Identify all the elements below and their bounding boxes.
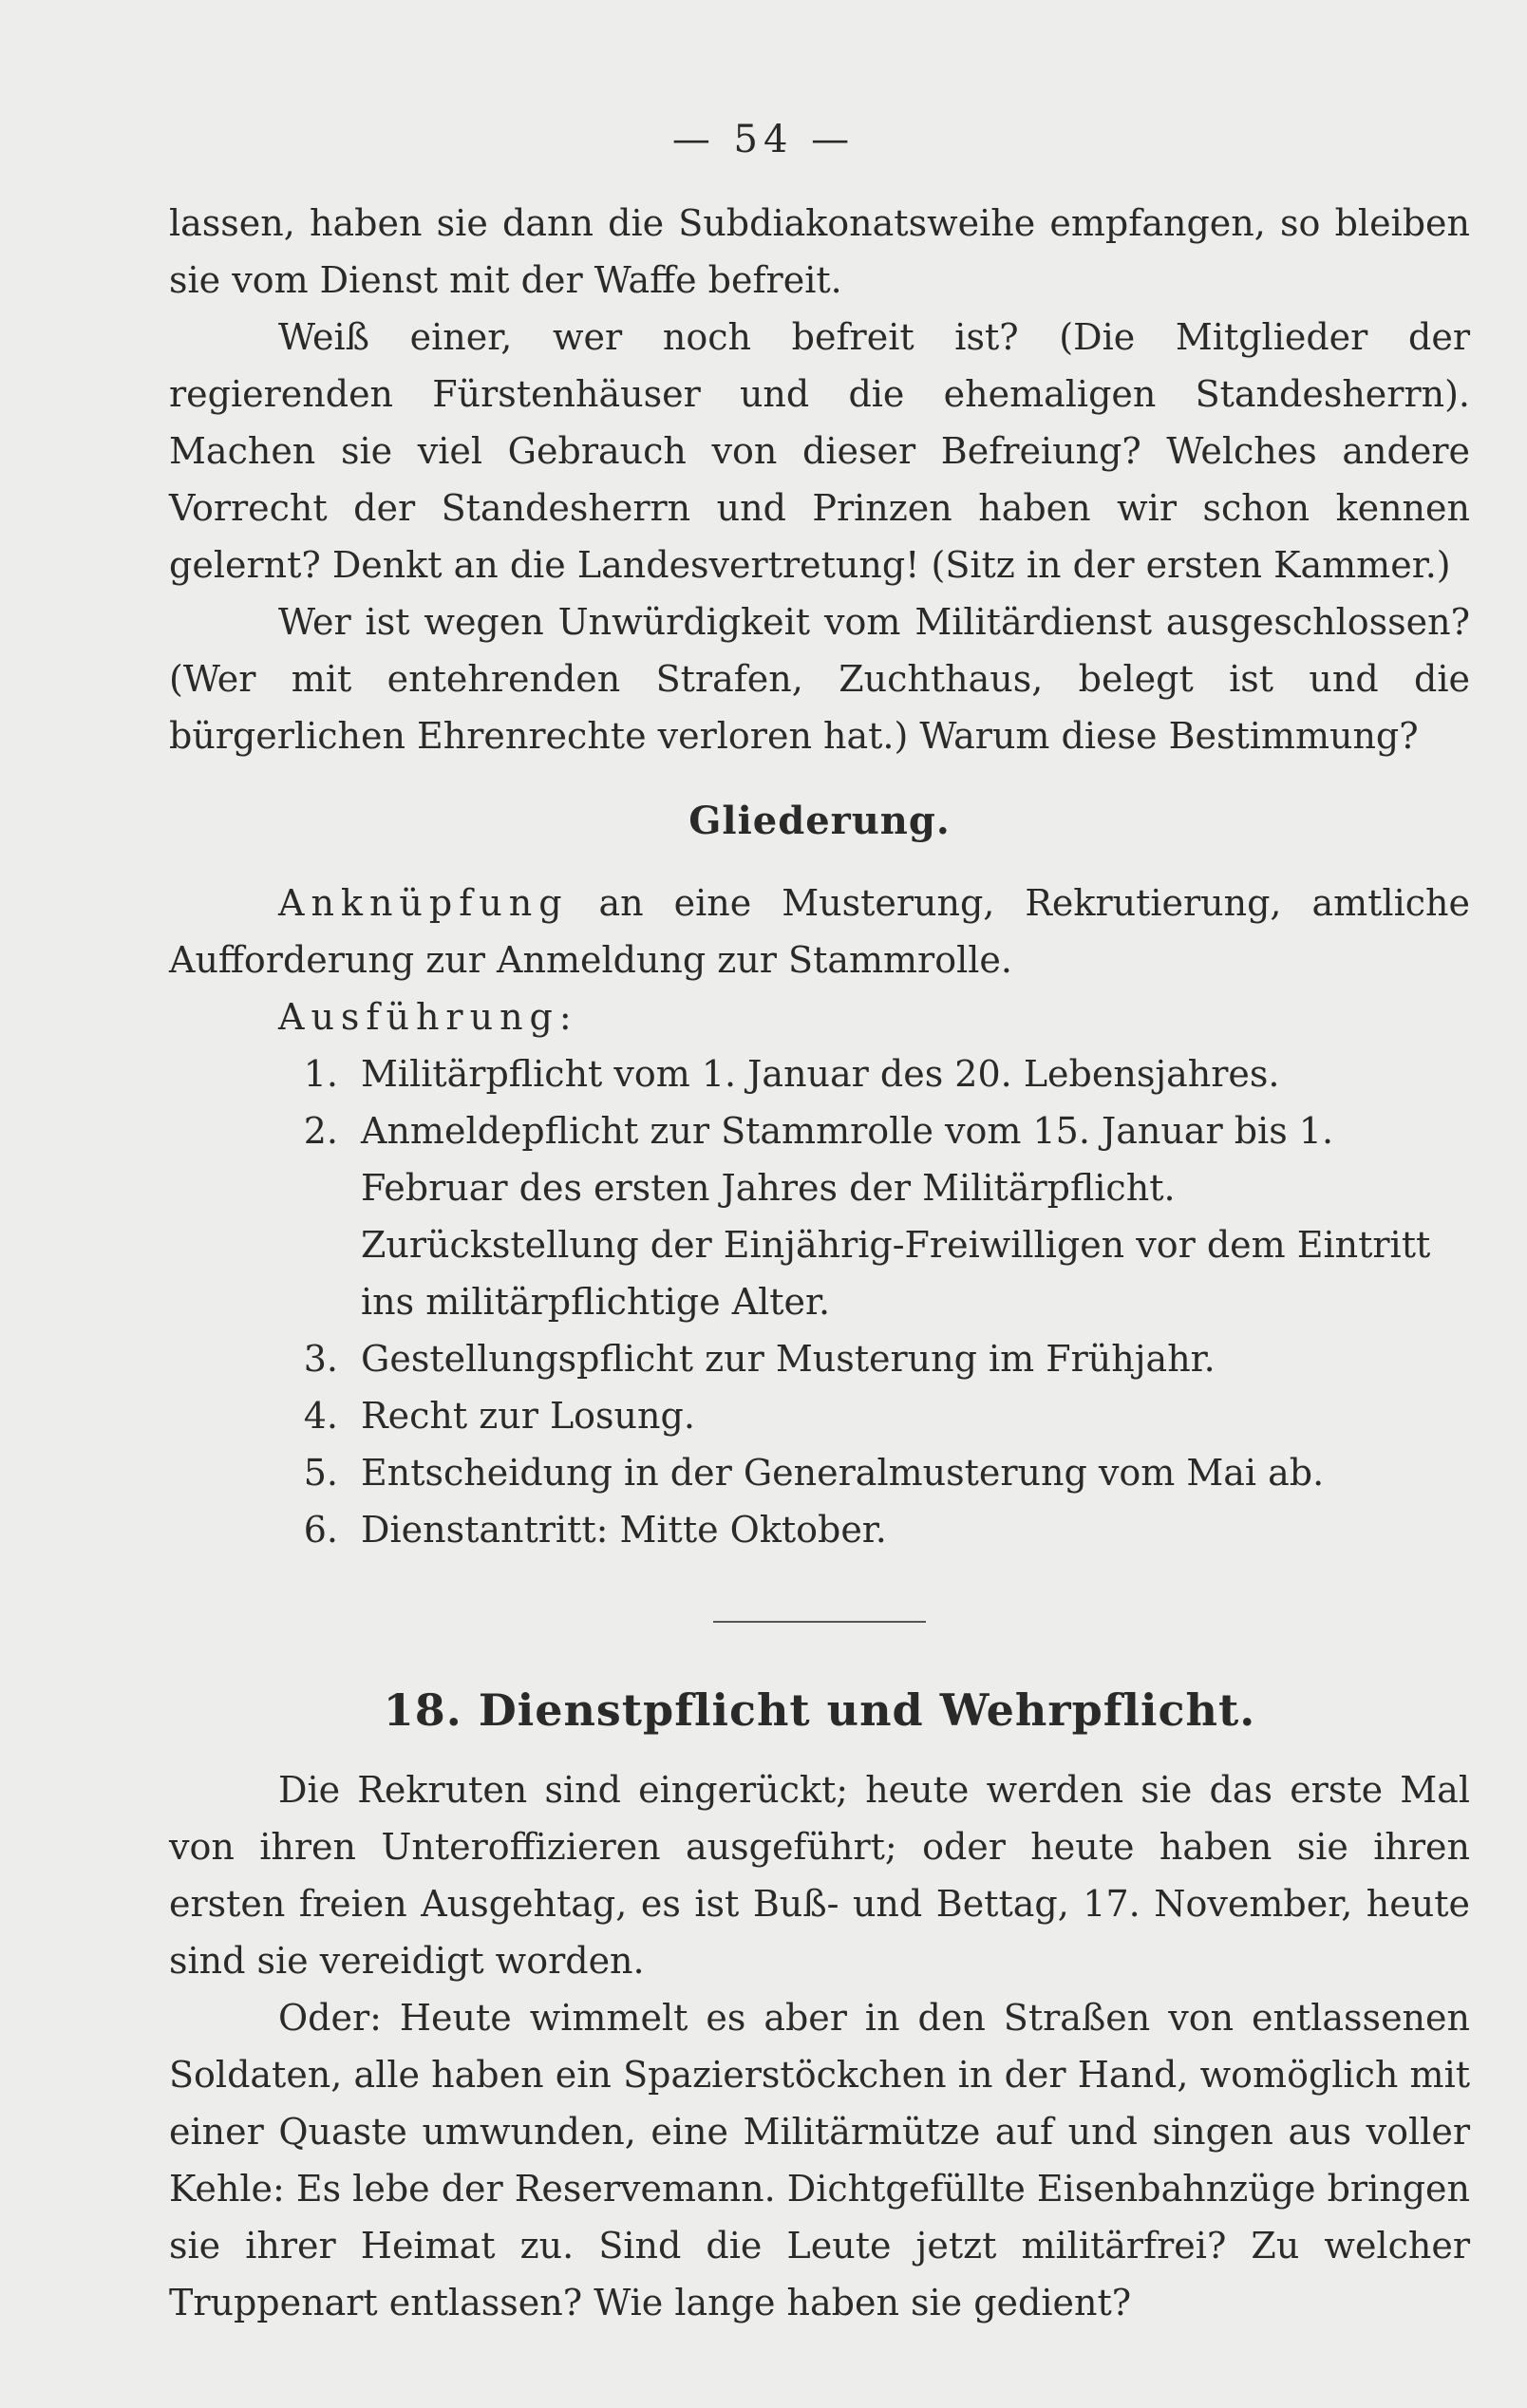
section-divider <box>713 1621 926 1623</box>
list-item-text: Entscheidung in der Generalmusterung vom Mai ab. <box>361 1452 1325 1494</box>
list-item-number: 2. <box>303 1110 338 1152</box>
list-item <box>285 1045 1470 1102</box>
ausfuehrung-paragraph <box>169 988 1470 1045</box>
anknuepfung-text: an eine Musterung, Rekrutierung, amtliche Aufforderung zur Anmeldung zur Stammrolle. <box>169 882 1470 981</box>
list-item-number: 4. <box>303 1395 338 1437</box>
paragraph-4: Die Rekruten sind eingerückt; heute werden sie das erste Mal von ihren Unteroffizieren ausgeführt; oder heute haben sie ihren ersten freien Ausgehtag, es ist Buß- und Bettag, 17. November, heute sind sie vereidigt worden. <box>169 1769 1470 1982</box>
list-item <box>285 1387 1470 1444</box>
outline-list-wrap <box>169 1045 1470 1558</box>
paragraph-5: Oder: Heute wimmelt es aber in den Straßen von entlassenen Soldaten, alle haben ein Spazierstöckchen in der Hand, womöglich mit einer Quaste umwunden, eine Militärmütze auf und singen aus voller Kehle: Es lebe der Reservemann. Dichtgefüllte Eisenbahnzüge bringen sie ihrer Heimat zu. Sind die Leute jetzt militärfrei? Zu welcher Truppenart entlassen? Wie lange haben sie gedient? <box>169 1997 1470 2323</box>
page-body <box>169 195 1470 2331</box>
list-item-text: Gestellungspflicht zur Musterung im Frühjahr. <box>361 1338 1216 1380</box>
paragraph-2: Weiß einer, wer noch befreit ist? (Die Mitglieder der regierenden Fürstenhäuser und die ehemaligen Standesherrn). Machen sie viel Gebrauch von dieser Befreiung? Welches andere Vorrecht der Standesherrn und Prinzen haben wir schon kennen gelernt? Denkt an die Landesvertretung! (Sitz in der ersten Kammer.) <box>169 316 1470 586</box>
list-item <box>285 1501 1470 1558</box>
list-item <box>285 1330 1470 1387</box>
paragraph-1: lassen, haben sie dann die Subdiakonatsweihe empfangen, so bleiben sie vom Dienst mit der Waffe befreit. <box>169 202 1470 301</box>
list-item-number: 1. <box>303 1053 338 1095</box>
list-item-number <box>285 1216 361 1330</box>
list-item-text: Dienstantritt: Mitte Oktober. <box>361 1509 887 1551</box>
page-number: — 54 — <box>671 118 856 161</box>
anknuepfung-paragraph <box>169 875 1470 988</box>
list-item-text: Anmeldepflicht zur Stammrolle vom 15. Januar bis 1. Februar des ersten Jahres der Militärpflicht. <box>361 1110 1334 1209</box>
list-item-text: Militärpflicht vom 1. Januar des 20. Lebensjahres. <box>361 1053 1280 1095</box>
paragraph-3: Wer ist wegen Unwürdigkeit vom Militärdienst ausgeschlossen? (Wer mit entehrenden Strafen, Zuchthaus, belegt ist und die bürgerlichen Ehrenrechte verloren hat.) Warum diese Bestimmung? <box>169 601 1470 757</box>
list-item <box>285 1102 1470 1216</box>
list-item <box>285 1444 1470 1501</box>
list-item-text: Recht zur Losung. <box>361 1395 695 1437</box>
list-item-number: 3. <box>303 1338 338 1380</box>
anknuepfung-label: Anknüpfung <box>278 882 569 924</box>
section-title: 18. Dienstpflicht und Wehrpflicht. <box>383 1684 1256 1736</box>
outline-list <box>285 1045 1470 1558</box>
list-item-number: 6. <box>303 1509 338 1551</box>
list-item <box>285 1216 1470 1330</box>
list-item-number: 5. <box>303 1452 338 1494</box>
list-item-text: Zurückstellung der Einjährig-Freiwilligen vor dem Eintritt ins militärpflichtige Alter. <box>361 1224 1431 1323</box>
ausfuehrung-label: Ausführung: <box>278 996 578 1038</box>
subheading-gliederung: Gliederung. <box>688 799 951 843</box>
